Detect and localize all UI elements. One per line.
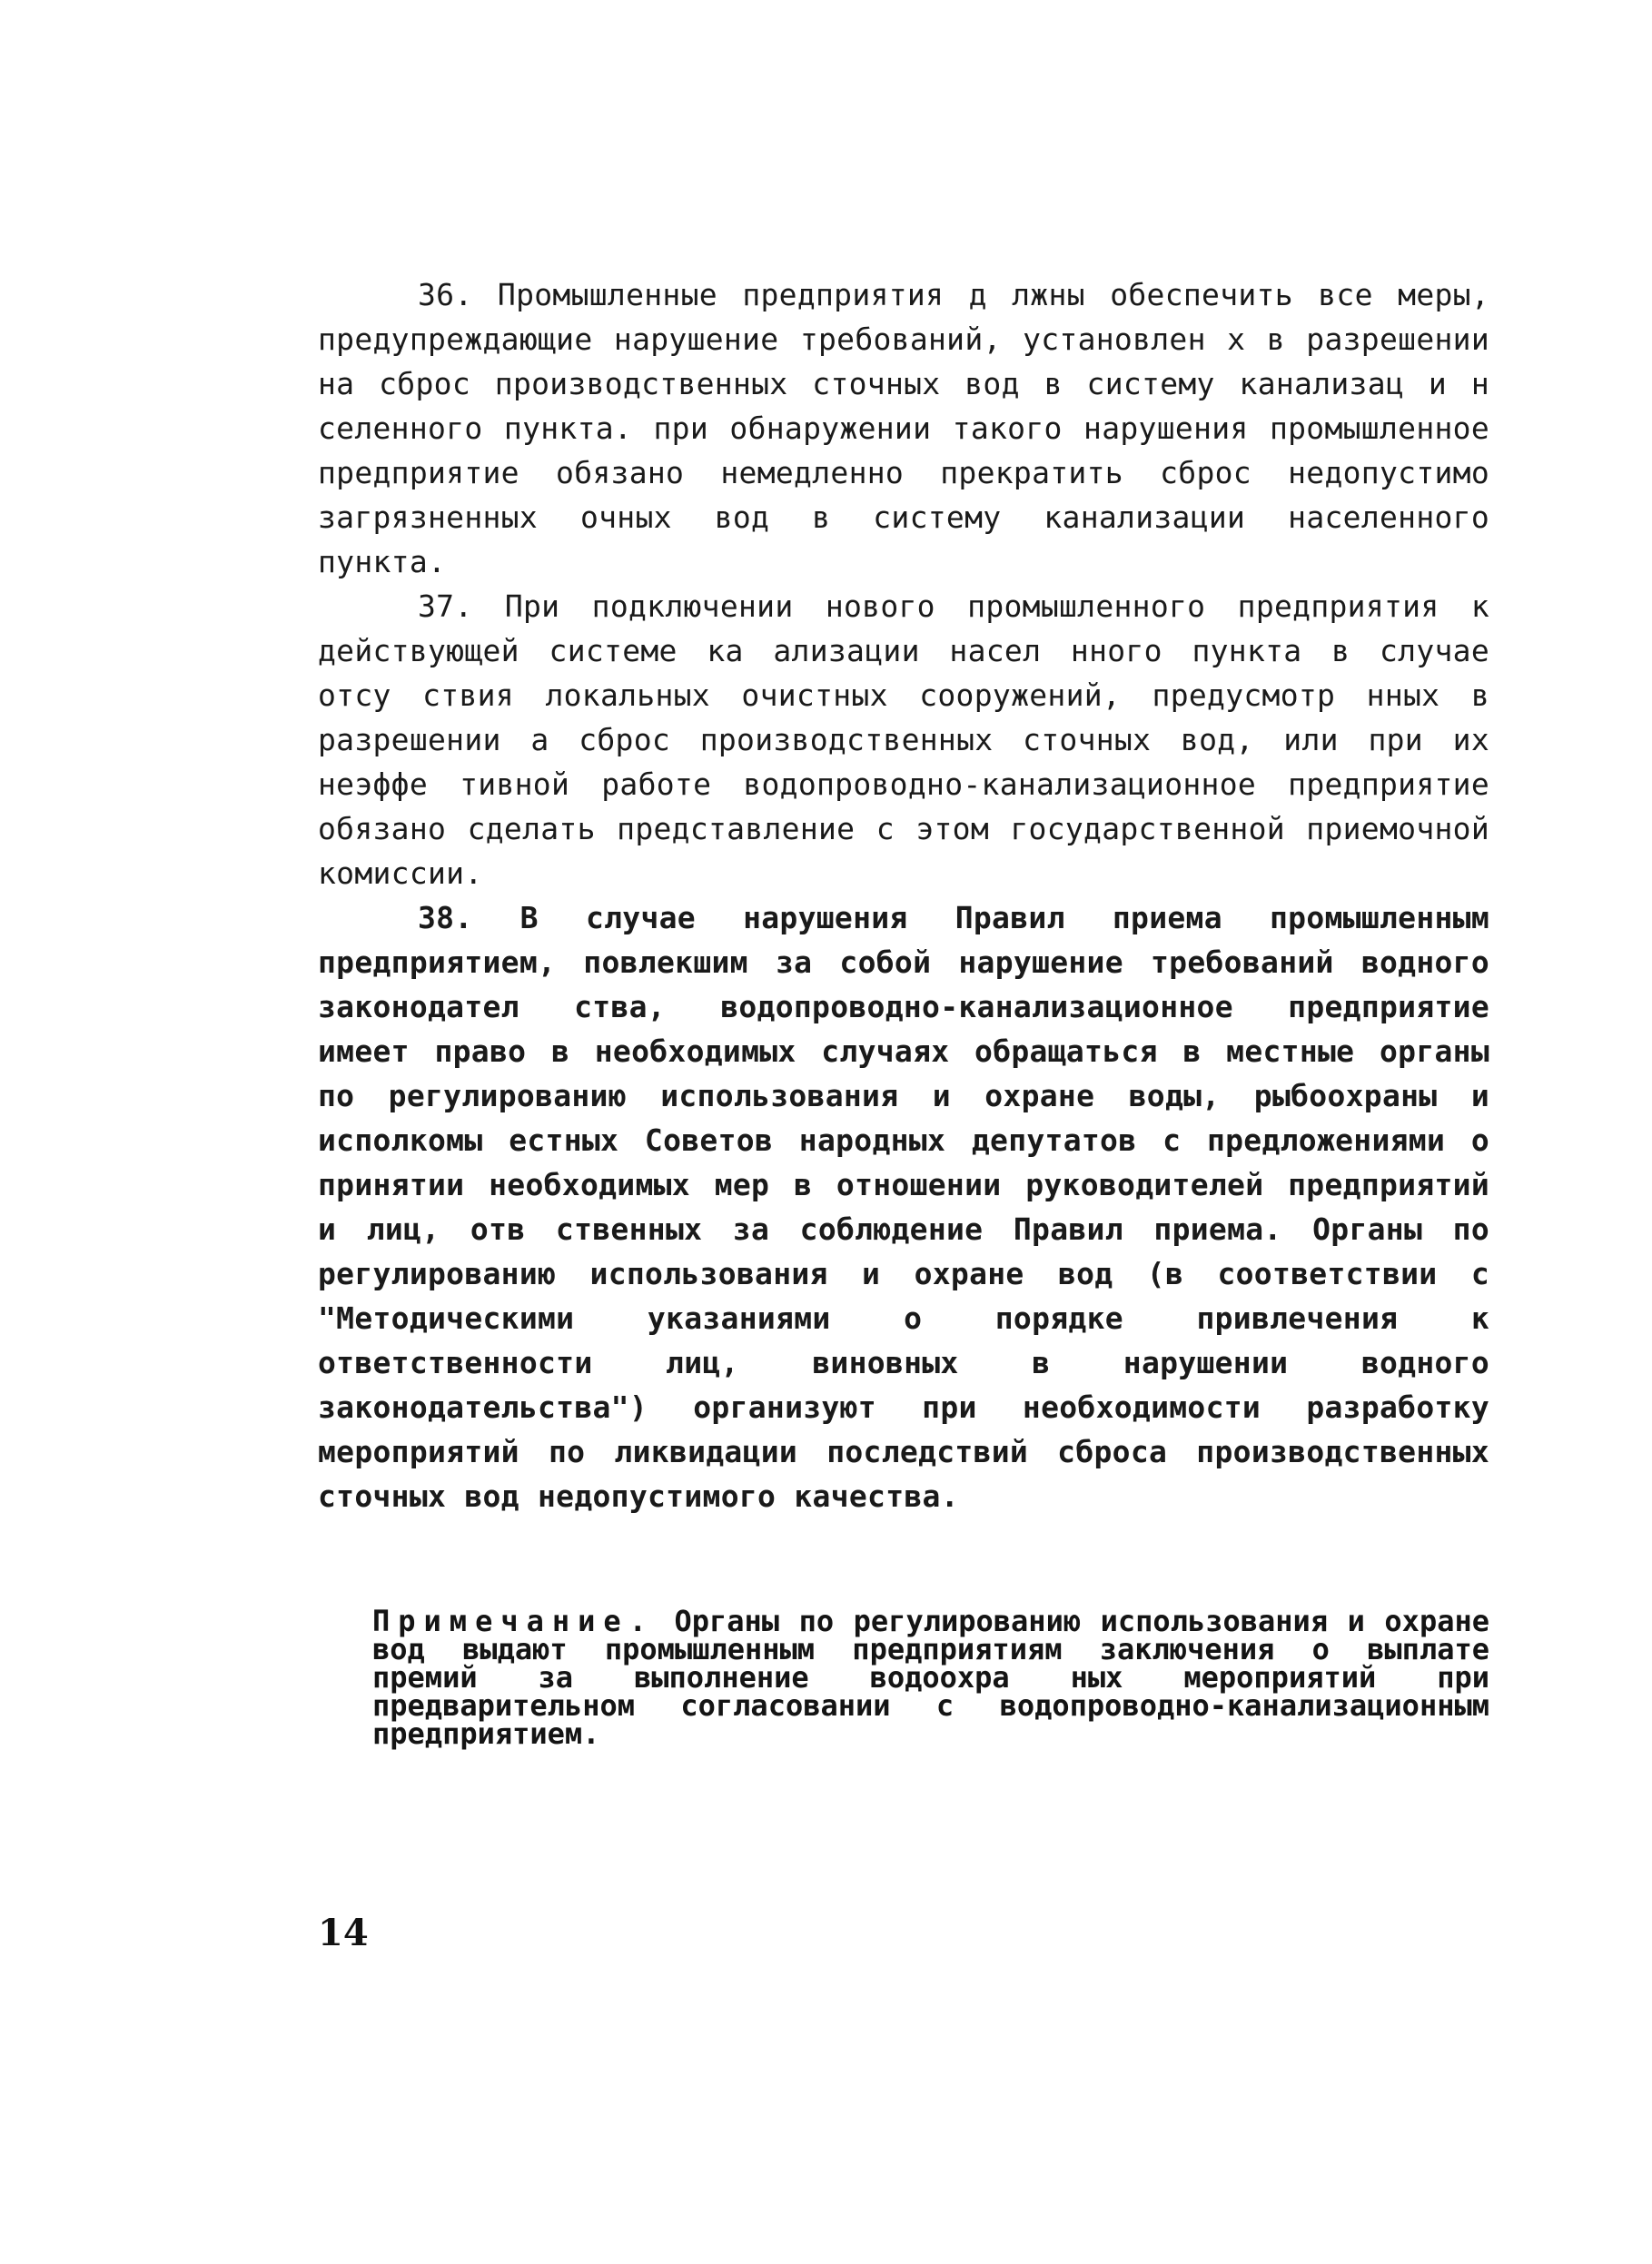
paragraph-36 <box>318 272 1489 584</box>
note-block <box>372 1604 1489 1751</box>
paragraph-text: В случае нарушения Правил приема промышленным предприятием, повлекшим за собой нарушение требований водного законодател ства, водопроводно-канализационное предприятие имеет право в необходимых случаях обращаться в местные органы по регулированию использования и охране воды, рыбоохраны и исполкомы естных Советов народных депутатов с предложениями о принятии необходимых мер в отношении руководителей предприятий и лиц, отв ственных за соблюдение Правил приема. Органы по регулированию использования и охране вод (в соответствии с "Методическими указаниями о порядке привлечения к ответственности лиц, виновных в нарушении водного законодательства") организуют при необходимости разработку мероприятий по ликвидации последствий сброса производственных сточных вод недопустимого качества. <box>318 900 1490 1514</box>
page-number: 14 <box>318 1912 369 1954</box>
paragraph-37 <box>318 584 1489 895</box>
paragraph-number: 37. <box>418 588 473 624</box>
paragraph-text: При подключении нового промышленного предприятия к действующей системе ка ализации насел нного пункта в случае отсу ствия локальных очистных сооружений, предусмотр нных в разрешении а сброс производственных сточных вод, или при их неэффе тивной работе водопроводно-канализационное предприятие обязано сделать представление с этом государственной приемочной комиссии. <box>318 588 1489 891</box>
paragraph-38 <box>318 895 1489 1518</box>
note-text: Органы по регулированию использования и охране вод выдают промышленным предприятиям заключения о выплате премий за выполнение водоохра ных мероприятий при предварительном согласовании с водопроводно-канализационным предприятием. <box>372 1604 1489 1751</box>
document-body <box>318 272 1489 1518</box>
paragraph-number: 38. <box>418 900 473 935</box>
paragraph-text: Промышленные предприятия д лжны обеспечить все меры, предупреждающие нарушение требований, установлен х в разрешении на сброс производственных сточных вод в систему канализац и н селенного пункта. при обнаружении такого нарушения промышленное предприятие обязано немедленно прекратить сброс недопустимо загрязненных очных вод в систему канализации населенного пункта. <box>318 277 1490 579</box>
paragraph-number: 36. <box>418 277 473 312</box>
note-label: Примечание. <box>372 1604 655 1638</box>
